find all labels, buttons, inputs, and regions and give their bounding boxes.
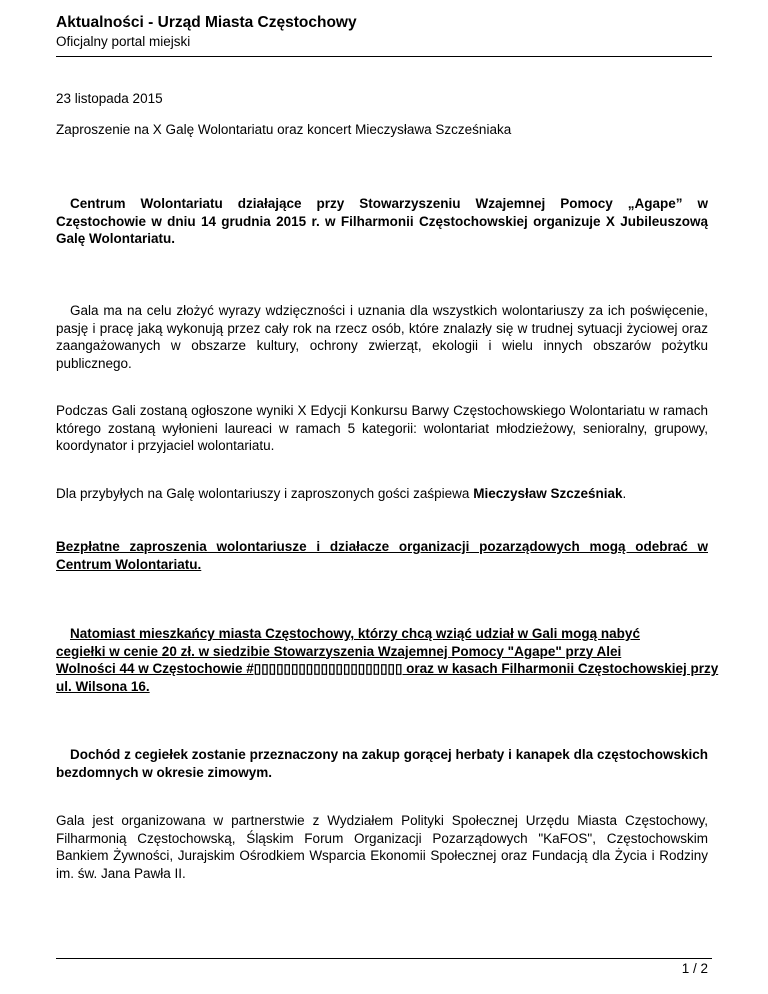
performer-name: Mieczysław Szcześniak (473, 486, 623, 501)
tickets-line-2: cegiełki w cenie 20 zł. w siedzibie Stowarzyszenia Wzajemnej Pomocy "Agape" przy Alei (56, 643, 622, 659)
header-divider (56, 56, 712, 57)
paragraph-purpose: Gala ma na celu złożyć wyrazy wdzięczności i uznania dla wszystkich wolontariuszy za ich poświęcenie, pasję i pracę jaką wykonują przez cały rok na rzecz osób, które znalazły się w trudnej sytuacji życiowej oraz zaangażowanych w obszarze kultury, ochrony zwierząt, ekologii i wielu innych obszarów pożytku publicznego. (56, 303, 708, 371)
concert-text: Dla przybyłych na Galę wolontariuszy i zaproszonych gości zaśpiewa (56, 486, 474, 501)
paragraph-partners: Gala jest organizowana w partnerstwie z Wydziałem Polityki Społecznej Urzędu Miasta Częstochowy, Filharmonią Częstochowską, Śląskim Forum Organizacji Pozarządowych "KaFOS", Częstochowskim Bankiem Żywności, Jurajskim Ośrodkiem Wsparcia Ekonomii Społecznej oraz Fundacją dla Życia i Rodziny im. św. Jana Pawła II. (56, 813, 708, 881)
site-title: Aktualności - Urząd Miasta Częstochowy (56, 14, 357, 31)
tickets-line-3: Wolności 44 w Częstochowie #▯▯▯▯▯▯▯▯▯▯▯▯▯▯▯▯▯▯▯▯ oraz w kasach Filharmonii Częstochowskiej przy (56, 661, 719, 676)
page-number: 1 / 2 (681, 961, 708, 976)
paragraph-contest: Podczas Gali zostaną ogłoszone wyniki X Edycji Konkursu Barwy Częstochowskiego Wolontariatu w ramach którego zostaną wyłonieni laureaci w ramach 5 kategorii: wolontariat młodzieżowy, senioralny, grupowy, koordynator i przyjaciel wolontariatu. (56, 403, 708, 453)
concert-end: . (622, 486, 627, 501)
footer-divider (56, 958, 712, 959)
paragraph-tickets (56, 625, 719, 695)
paragraph-intro: Centrum Wolontariatu działające przy Stowarzyszeniu Wzajemnej Pomocy „Agape” w Częstochowie w dniu 14 grudnia 2015 r. w Filharmonii Częstochowskiej organizuje X Jubileuszową Galę Wolontariatu. (56, 196, 708, 246)
tickets-line-1: Natomiast mieszkańcy miasta Częstochowy, którzy chcą wziąć udział w Gali mogą nabyć (70, 626, 640, 641)
paragraph-concert (56, 485, 708, 503)
paragraph-proceeds: Dochód z cegiełek zostanie przeznaczony na zakup gorącej herbaty i kanapek dla częstochowskich bezdomnych w okresie zimowym. (56, 747, 708, 780)
article-date: 23 listopada 2015 (56, 91, 163, 106)
article-title: Zaproszenie na X Galę Wolontariatu oraz koncert Mieczysława Szcześniaka (56, 122, 512, 137)
paragraph-free-invitations: Bezpłatne zaproszenia wolontariusze i działacze organizacji pozarządowych mogą odebrać w Centrum Wolontariatu. (56, 539, 708, 572)
site-subtitle: Oficjalny portal miejski (56, 34, 191, 49)
tickets-line-4: ul. Wilsona 16. (56, 678, 150, 694)
